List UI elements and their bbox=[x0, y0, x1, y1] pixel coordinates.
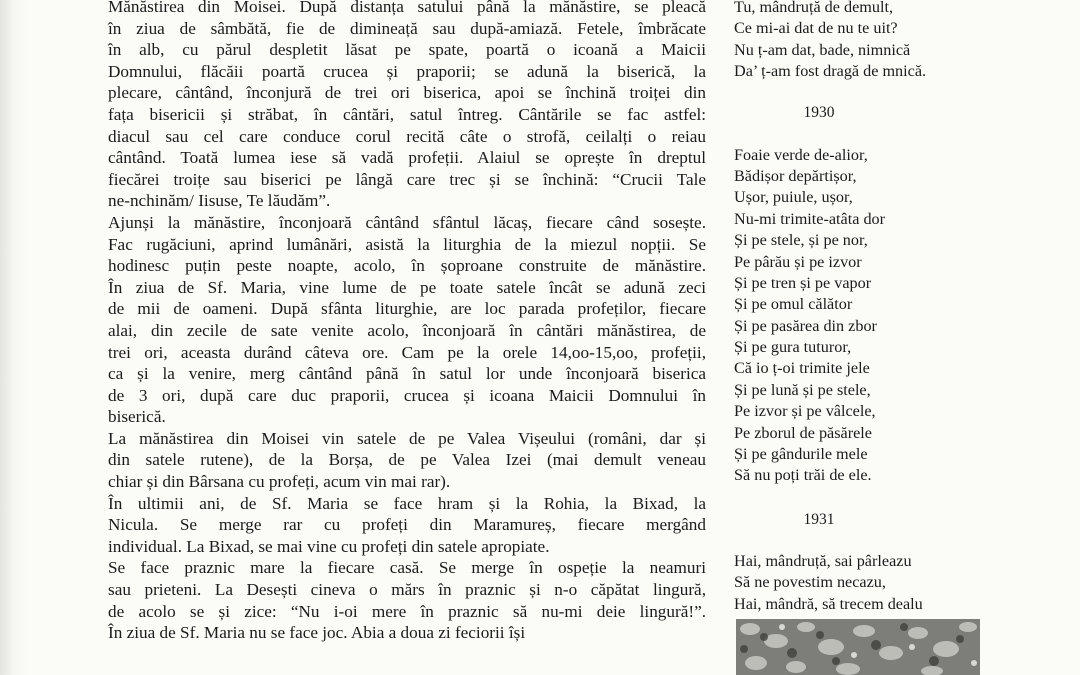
text-line: În ziua de Sf. Maria nu se face joc. Abia a doua zi feciorii își bbox=[108, 623, 526, 643]
text-line: sau prieteni. La Desești cineva o mărs în praznic și n-o căpătat lingură, bbox=[108, 580, 706, 600]
photo-texture bbox=[736, 619, 980, 675]
verse-line: Și pe stele, și pe nor, bbox=[734, 231, 868, 250]
text-line: În ziua de Sf. Maria, vine lume de pe toate satele încât se adună zeci bbox=[108, 277, 706, 297]
scan-margin-shadow bbox=[0, 0, 30, 675]
verse-line: Ce mi-ai dat de nu te uit? bbox=[734, 19, 898, 38]
verse-line: Că io ț-oi trimite jele bbox=[734, 359, 870, 378]
text-line: de 3 ori, după care duc praporii, crucea și icoana Maicii Domnului în bbox=[108, 385, 706, 405]
text-line: Mănăstirea din Moisei. După distanța satului până la mănăstire, se pleacă bbox=[108, 0, 706, 16]
verse-line: Pe zborul de păsărele bbox=[734, 423, 872, 442]
text-line: La mănăstirea din Moisei vin satele de pe Valea Vișeului (români, dar și bbox=[108, 428, 706, 448]
text-line: în alb, cu părul despletit lăsat pe spate, poartă o icoană a Maicii bbox=[108, 40, 706, 60]
stanza-1930 bbox=[734, 145, 984, 487]
verse-line: Bădișor depărtișor, bbox=[734, 166, 857, 185]
verse-line: Da’ ț-am fost dragă de mnică. bbox=[734, 62, 927, 81]
stanza-top bbox=[734, 0, 984, 83]
stanza-1931 bbox=[734, 551, 984, 615]
verse-line: Și pe gândurile mele bbox=[734, 445, 868, 464]
text-line: hodinesc puțin peste noapte, acolo, în șoproane construite de mănăstire. bbox=[108, 256, 706, 276]
text-line: Ajunși la mănăstire, înconjoară cântând sfântul lăcaș, fiecare când sosește. bbox=[108, 212, 706, 232]
verse-line: Ușor, puiule, ușor, bbox=[734, 188, 853, 207]
verse-line: Nu-mi trimite-atâta dor bbox=[734, 209, 886, 228]
verse-line: Și pe gura tuturor, bbox=[734, 338, 852, 357]
verse-line: Să nu poți trăi de ele. bbox=[734, 466, 872, 485]
text-line: ne-nchinăm/ Iisuse, Te lăudăm”. bbox=[108, 191, 331, 211]
text-line: cântând. Toată lumea iese să vadă profeții. Alaiul se oprește în dreptul bbox=[108, 148, 706, 168]
text-line: de acolo se și zice: “Nu i-oi mere în praznic să nu-mi deie lingură!”. bbox=[108, 601, 706, 621]
verse-line: Să ne povestim necazu, bbox=[734, 573, 886, 592]
text-line: Fac rugăciuni, aprind lumânări, asistă la liturghia de la miezul nopții. Se bbox=[108, 234, 706, 254]
poem-column bbox=[734, 0, 984, 615]
text-line: alai, din zecile de sate venite acolo, înconjoară în cântări mănăstirea, de bbox=[108, 320, 706, 340]
text-line: Domnului, flăcăii poartă crucea și praporii; se adună la biserică, la bbox=[108, 61, 706, 81]
text-line: diacul sau cel care conduce corul recită câte o strofă, ceilalți o reiau bbox=[108, 126, 706, 146]
verse-line: Pe izvor și pe vâlcele, bbox=[734, 402, 876, 421]
text-line: în ziua de sâmbătă, fie de dimineață sau după-amiază. Fetele, îmbrăcate bbox=[108, 18, 706, 38]
year-heading: 1931 bbox=[803, 510, 835, 528]
text-line: fața bisericii și străbat, în cântări, satul întreg. Cântările se fac astfel: bbox=[108, 104, 706, 124]
verse-line: Și pe pasărea din zbor bbox=[734, 316, 877, 335]
verse-line: Și pe tren și pe vapor bbox=[734, 273, 872, 292]
text-line: fiecărei troițe sau biserici pe lângă care trec și se închină: “Crucii Tale bbox=[108, 169, 706, 189]
main-text-column bbox=[108, 0, 706, 644]
text-line: chiar și din Bârsana cu profeți, acum vin mai rar). bbox=[108, 472, 451, 492]
verse-line: Hai, mândră, să trecem dealu bbox=[734, 594, 923, 613]
text-line: trei ori, aceasta durând câteva ore. Cam pe la orele 14,oo-15,oo, profeții, bbox=[108, 342, 706, 362]
verse-line: Hai, mândruță, sai pârleazu bbox=[734, 551, 912, 570]
verse-line: Tu, mândruță de demult, bbox=[734, 0, 894, 16]
verse-line: Și pe omul călător bbox=[734, 295, 853, 314]
text-line: Nicula. Se merge rar cu profeți din Maramureș, fiecare mergând bbox=[108, 515, 706, 535]
text-line: plecare, cântând, înconjură de trei ori biserica, apoi se închină troiței din bbox=[108, 83, 706, 103]
text-line: Se face praznic mare la fiecare casă. Se merge în ospeție la neamuri bbox=[108, 558, 706, 578]
text-line: biserică. bbox=[108, 407, 166, 427]
text-line: din satele rutene), de la Borșa, de pe Valea Izei (mai demult veneau bbox=[108, 450, 706, 470]
text-line: individual. La Bixad, se mai vine cu profeți din satele apropiate. bbox=[108, 536, 550, 556]
year-heading: 1930 bbox=[803, 103, 835, 121]
text-line: ca și la venire, merg cântând până în satul lor unde înconjoară biserica bbox=[108, 364, 706, 384]
photo-fragment bbox=[736, 619, 980, 675]
verse-line: Și pe lună și pe stele, bbox=[734, 380, 871, 399]
verse-line: Nu ț-am dat, bade, nimnică bbox=[734, 40, 911, 59]
verse-line: Pe pârău și pe izvor bbox=[734, 252, 862, 271]
text-line: de mii de oameni. După sfânta liturghie, are loc parada profeților, fiecare bbox=[108, 299, 706, 319]
verse-line: Foaie verde de-alior, bbox=[734, 145, 868, 164]
text-line: În ultimii ani, de Sf. Maria se face hram și la Rohia, la Bixad, la bbox=[108, 493, 706, 513]
